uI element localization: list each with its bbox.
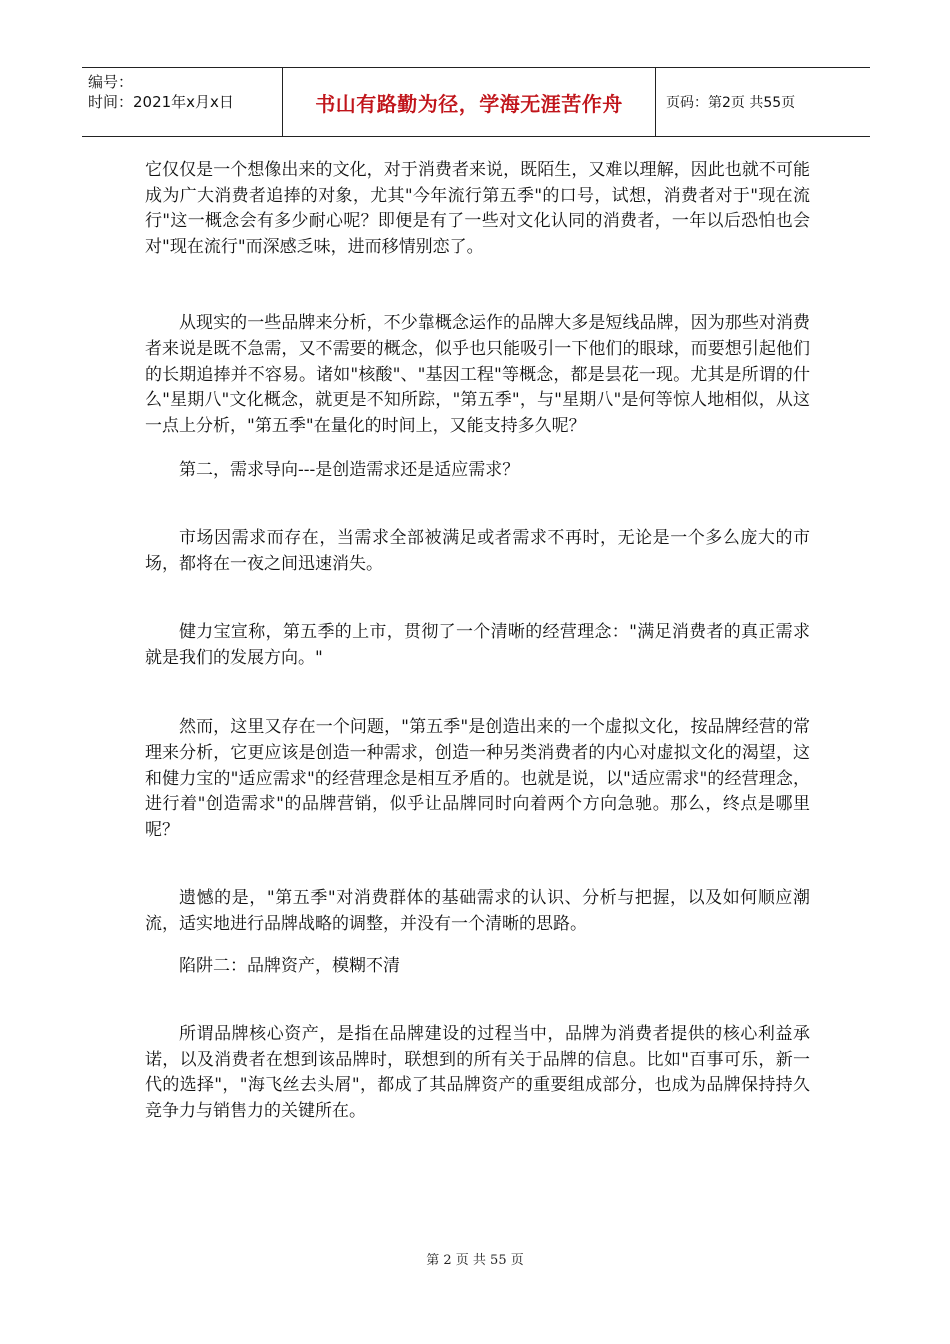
section-heading-demand: 第二，需求导向---是创造需求还是适应需求？	[179, 460, 520, 481]
header-page-info: 页码：第2页 共55页	[666, 95, 796, 111]
paragraph-3: 市场因需求而存在，当需求全部被满足或者需求不再时，无论是一个多么庞大的市场，都将在一夜之间迅速消失。	[145, 527, 810, 574]
time-label: 时间：2021年x月x日	[88, 93, 234, 111]
page-header	[82, 67, 870, 137]
paragraph-4: 健力宝宣称，第五季的上市，贯彻了一个清晰的经营理念："满足消费者的真正需求就是我们的发展方向。"	[145, 622, 810, 668]
page-footer: 第 2 页 共 55 页	[426, 1253, 524, 1268]
section-heading-brand-assets: 陷阱二：品牌资产，模糊不清	[179, 956, 400, 977]
paragraph-7: 所谓品牌核心资产，是指在品牌建设的过程当中，品牌为消费者提供的核心利益承诺，以及消费者在想到该品牌时，联想到的所有关于品牌的信息。比如"百事可乐，新一代的选择"，"海飞丝去头屑"，都成了其品牌资产的重要组成部分，也成为品牌保持持久竞争力与销售力的关键所在。	[145, 1024, 810, 1121]
paragraph-2: 从现实的一些品牌来分析，不少靠概念运作的品牌大多是短线品牌，因为那些对消费者来说是既不急需，又不需要的概念，似乎也只能吸引一下他们的眼球，而要想引起他们的长期追捧并不容易。诸如"核酸"、"基因工程"等概念，都是昙花一现。尤其是所谓的什么"星期八"文化概念，就更是不知所踪，"第五季"，与"星期八"是何等惊人地相似，从这一点上分析，"第五季"在量化的时间上，又能支持多久呢？	[145, 313, 810, 436]
header-motto: 书山有路勤为径，学海无涯苦作舟	[282, 68, 656, 136]
paragraph-1: 它仅仅是一个想像出来的文化，对于消费者来说，既陌生，又难以理解，因此也就不可能成为广大消费者追捧的对象，尤其"今年流行第五季"的口号，试想，消费者对于"现在流行"这一概念会有多少耐心呢？即便是有了一些对文化认同的消费者，一年以后恐怕也会对"现在流行"而深感乏味，进而移情别恋了。	[145, 160, 810, 257]
header-meta	[82, 68, 282, 136]
paragraph-5: 然而，这里又存在一个问题，"第五季"是创造出来的一个虚拟文化，按品牌经营的常理来分析，它更应该是创造一种需求，创造一种另类消费者的内心对虚拟文化的渴望，这和健力宝的"适应需求"的经营理念是相互矛盾的。也就是说，以"适应需求"的经营理念，进行着"创造需求"的品牌营销，似乎让品牌同时向着两个方向急驰。那么，终点是哪里呢？	[145, 717, 810, 840]
document-body	[145, 158, 810, 1124]
paragraph-6: 遗憾的是，"第五季"对消费群体的基础需求的认识、分析与把握，以及如何顺应潮流，适实地进行品牌战略的调整，并没有一个清晰的思路。	[145, 888, 810, 934]
serial-label: 编号：	[88, 73, 134, 91]
